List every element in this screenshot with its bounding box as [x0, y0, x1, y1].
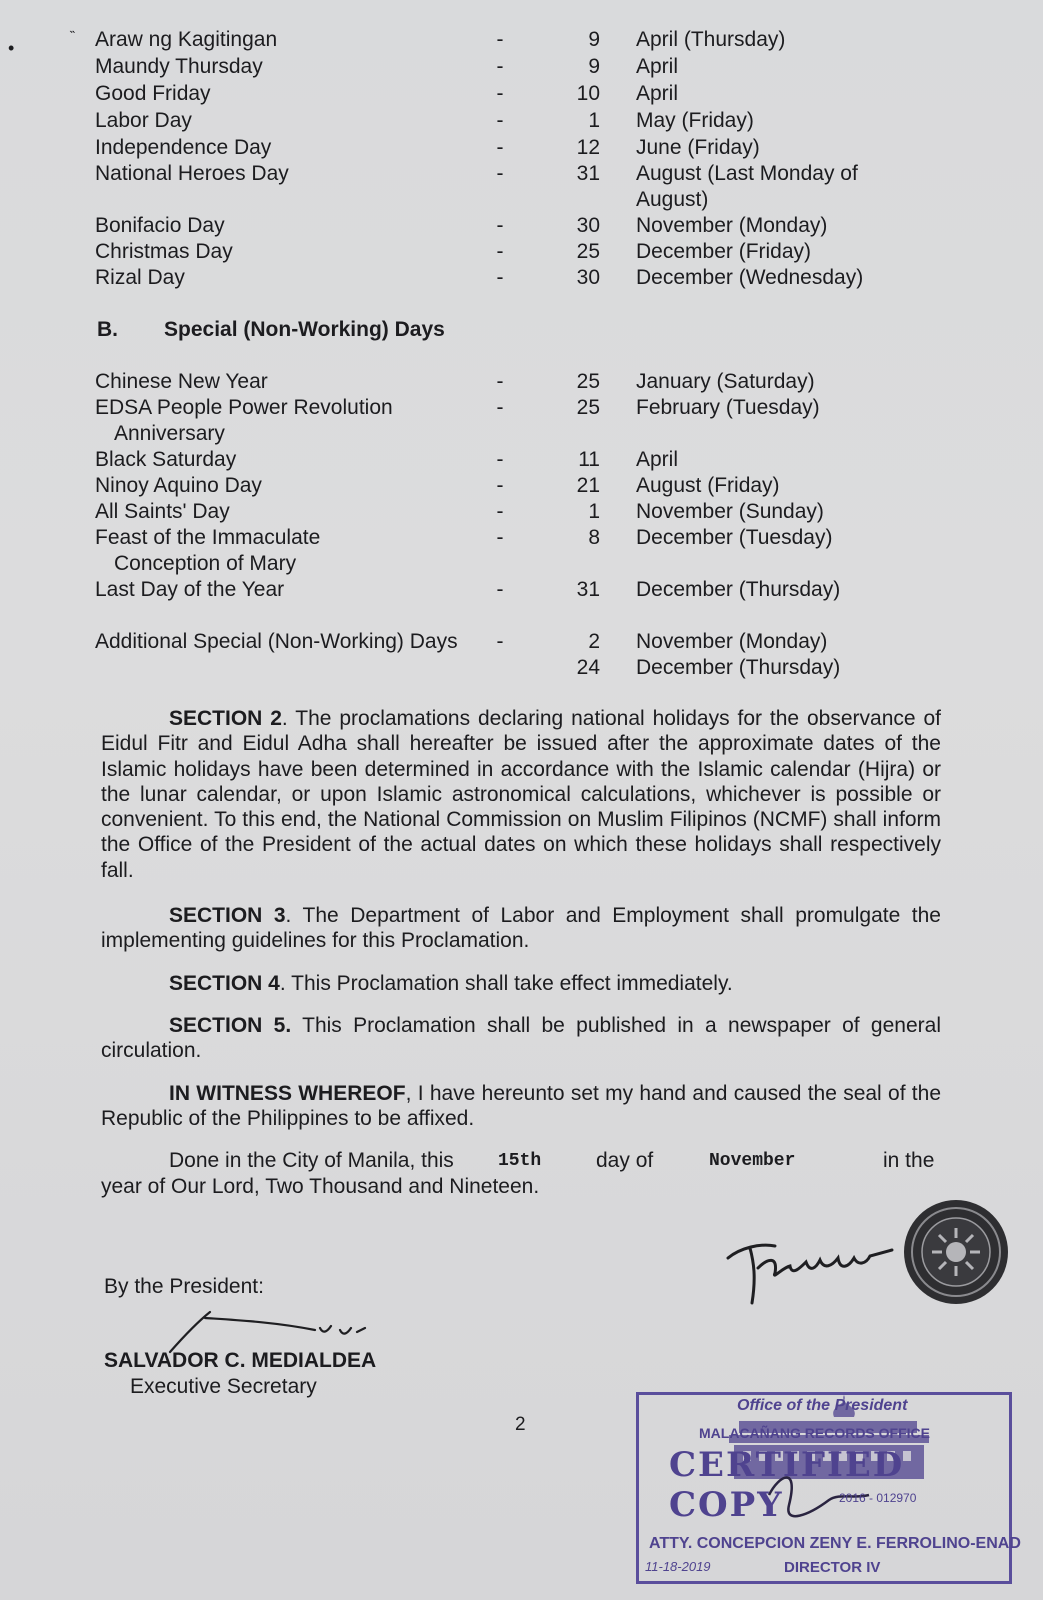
special-day-name: EDSA People Power Revolution: [95, 396, 393, 419]
special-day-row: [0, 395, 1043, 421]
holiday-day: 30: [576, 266, 600, 289]
section-2-text: . The proclamations declaring national holidays for the observance of Eidul Fitr and Eidul Adha shall hereafter be issued after the approximate dates of the Islamic holidays have been determined in accordance with the Islamic calendar (Hijra) or the lunar calendar, or upon Islamic astronomical calculations, whichever is possible or convenient. To this end, the National Commission on Muslim Filipinos (NCMF) shall inform the Office of the President of the actual dates on which these holidays shall respectively fall.: [101, 707, 941, 882]
holiday-name: Good Friday: [95, 82, 211, 105]
section-b-title: Special (Non-Working) Days: [164, 318, 445, 341]
special-day-dash: -: [496, 396, 504, 419]
special-day-name: Chinese New Year: [95, 370, 268, 393]
holiday-month: June (Friday): [636, 136, 760, 159]
holiday-name: Bonifacio Day: [95, 214, 225, 237]
special-day-name: Black Saturday: [95, 448, 237, 471]
secretary-name: SALVADOR C. MEDIALDEA: [104, 1349, 377, 1372]
republic-seal: [902, 1198, 1010, 1306]
section-4-text: . This Proclamation shall take effect immediately.: [279, 972, 733, 995]
special-day-month: December (Thursday): [636, 578, 841, 601]
stamp-malacanang: MALACAÑANG RECORDS OFFICE: [699, 1425, 930, 1441]
special-day-month: February (Tuesday): [636, 396, 820, 419]
special-day-dash: -: [496, 578, 504, 601]
holiday-month: April (Thursday): [636, 28, 786, 51]
additional-special-dash: -: [496, 630, 504, 653]
section-5-label: SECTION 5.: [169, 1014, 292, 1037]
section-2-label: SECTION 2: [169, 707, 282, 730]
special-day-dash: -: [496, 526, 504, 549]
holiday-row: [0, 135, 1043, 161]
holiday-name: Labor Day: [95, 109, 192, 132]
section-5-paragraph: [101, 1013, 941, 1064]
holiday-row: [0, 161, 1043, 187]
holiday-name: Maundy Thursday: [95, 55, 263, 78]
holiday-name: Rizal Day: [95, 266, 185, 289]
additional-special-day: 24: [576, 656, 600, 679]
holiday-name: Araw ng Kagitingan: [95, 28, 278, 51]
done-line: [0, 1148, 1043, 1174]
special-day-month: April: [636, 448, 679, 471]
special-day-row: [0, 577, 1043, 603]
holiday-dash: -: [496, 136, 504, 159]
special-day-name: Ninoy Aquino Day: [95, 474, 262, 497]
section-b-letter: B.: [97, 318, 118, 341]
section-3-label: SECTION 3: [169, 904, 286, 927]
special-day-day: 25: [576, 396, 600, 419]
holiday-day: 10: [576, 82, 600, 105]
done-day-of: day of: [596, 1149, 654, 1172]
tick-mark: ˵: [70, 22, 75, 38]
holiday-dash: -: [496, 266, 504, 289]
special-day-day: 31: [576, 578, 600, 601]
holiday-row: [0, 54, 1043, 80]
holiday-month: August (Last Monday of: [636, 162, 858, 185]
bullet-mark: •: [8, 38, 15, 58]
special-day-row: [0, 369, 1043, 395]
holiday-day: 30: [576, 214, 600, 237]
holiday-row: [0, 213, 1043, 239]
section-5-text: This Proclamation shall be published in a newspaper of general circulation.: [101, 1014, 941, 1063]
done-day: 15th: [498, 1151, 542, 1171]
holiday-dash: -: [496, 240, 504, 263]
done-line-2: year of Our Lord, Two Thousand and Nineteen.: [101, 1175, 540, 1198]
holiday-row: [0, 265, 1043, 291]
holiday-dash: -: [496, 162, 504, 185]
by-the-president: By the President:: [104, 1275, 264, 1298]
holiday-dash: -: [496, 82, 504, 105]
special-day-day: 1: [588, 500, 600, 523]
special-day-name: All Saints' Day: [95, 500, 230, 523]
holiday-month-cont: August): [636, 188, 709, 211]
section-4-label: SECTION 4: [169, 972, 280, 995]
holiday-month: April: [636, 55, 679, 78]
additional-special-day: 2: [588, 630, 600, 653]
additional-special-row: [0, 629, 1043, 655]
special-day-month: December (Tuesday): [636, 526, 833, 549]
holiday-dash: -: [496, 214, 504, 237]
special-day-month: August (Friday): [636, 474, 780, 497]
holiday-name: Christmas Day: [95, 240, 233, 263]
holiday-month: May (Friday): [636, 109, 754, 132]
stamp-date: 11-18-2019: [645, 1559, 711, 1574]
secretary-title: Executive Secretary: [130, 1375, 317, 1398]
special-day-dash: -: [496, 448, 504, 471]
special-day-row: [0, 525, 1043, 551]
holiday-name: National Heroes Day: [95, 162, 289, 185]
stamp-attorney: ATTY. CONCEPCION ZENY E. FERROLINO-ENAD: [649, 1535, 1021, 1552]
special-day-day: 11: [578, 448, 600, 471]
section-2-paragraph: [101, 706, 941, 883]
special-day-dash: -: [496, 474, 504, 497]
additional-special-name: Additional Special (Non-Working) Days: [95, 630, 458, 653]
special-day-month: January (Saturday): [636, 370, 815, 393]
special-day-name-cont: Conception of Mary: [114, 552, 297, 575]
holiday-month: November (Monday): [636, 214, 828, 237]
witness-text: , I have hereunto set my hand and caused the seal of the Republic of the Philippines to be affixed.: [101, 1082, 941, 1131]
special-day-day: 21: [576, 474, 600, 497]
additional-special-row: [0, 655, 1043, 681]
page-number: 2: [515, 1414, 526, 1435]
special-day-row: [0, 447, 1043, 473]
stamp-office: Office of the President: [737, 1397, 908, 1414]
additional-special-month: November (Monday): [636, 630, 828, 653]
section-3-paragraph: [101, 903, 941, 954]
holiday-day: 31: [576, 162, 600, 185]
holiday-month: December (Wednesday): [636, 266, 864, 289]
section-4-paragraph: [101, 971, 941, 996]
special-day-dash: -: [496, 500, 504, 523]
holiday-dash: -: [496, 55, 504, 78]
special-day-day: 25: [576, 370, 600, 393]
done-month: November: [709, 1151, 796, 1171]
witness-paragraph: [101, 1081, 941, 1132]
certified-copy-stamp: [636, 1392, 1021, 1584]
additional-special-month: December (Thursday): [636, 656, 841, 679]
section-b-heading: [97, 318, 445, 342]
holiday-dash: -: [496, 109, 504, 132]
special-day-row-continuation: [0, 551, 1043, 577]
holiday-row: [0, 81, 1043, 107]
president-signature: [720, 1218, 900, 1308]
stamp-certified: CERTIFIED COPY: [669, 1445, 905, 1525]
witness-label: IN WITNESS WHEREOF: [169, 1082, 406, 1105]
done-in-the: in the: [883, 1149, 935, 1172]
holiday-day: 9: [588, 28, 600, 51]
section-3-text: . The Department of Labor and Employment shall promulgate the implementing guidelines for this Proclamation.: [101, 904, 941, 953]
stamp-number: 2016 - 012970: [839, 1491, 917, 1505]
holiday-month: April: [636, 82, 679, 105]
special-day-day: 8: [588, 526, 600, 549]
special-day-name: Last Day of the Year: [95, 578, 285, 601]
holiday-dash: -: [496, 28, 504, 51]
special-day-name-cont: Anniversary: [114, 422, 225, 445]
stamp-director: DIRECTOR IV: [784, 1559, 881, 1576]
holiday-day: 1: [588, 109, 600, 132]
holiday-month: December (Friday): [636, 240, 812, 263]
holiday-day: 25: [576, 240, 600, 263]
holiday-row: [0, 239, 1043, 265]
special-day-name: Feast of the Immaculate: [95, 526, 321, 549]
holiday-day: 12: [576, 136, 600, 159]
special-day-row: [0, 473, 1043, 499]
holiday-row: [0, 108, 1043, 134]
special-day-dash: -: [496, 370, 504, 393]
special-day-month: November (Sunday): [636, 500, 824, 523]
holiday-name: Independence Day: [95, 136, 272, 159]
special-day-row-continuation: [0, 421, 1043, 447]
special-day-row: [0, 499, 1043, 525]
holiday-row: [0, 27, 1043, 53]
done-prefix: Done in the City of Manila, this: [169, 1149, 454, 1172]
holiday-row-continuation: [0, 187, 1043, 213]
holiday-day: 9: [588, 55, 600, 78]
